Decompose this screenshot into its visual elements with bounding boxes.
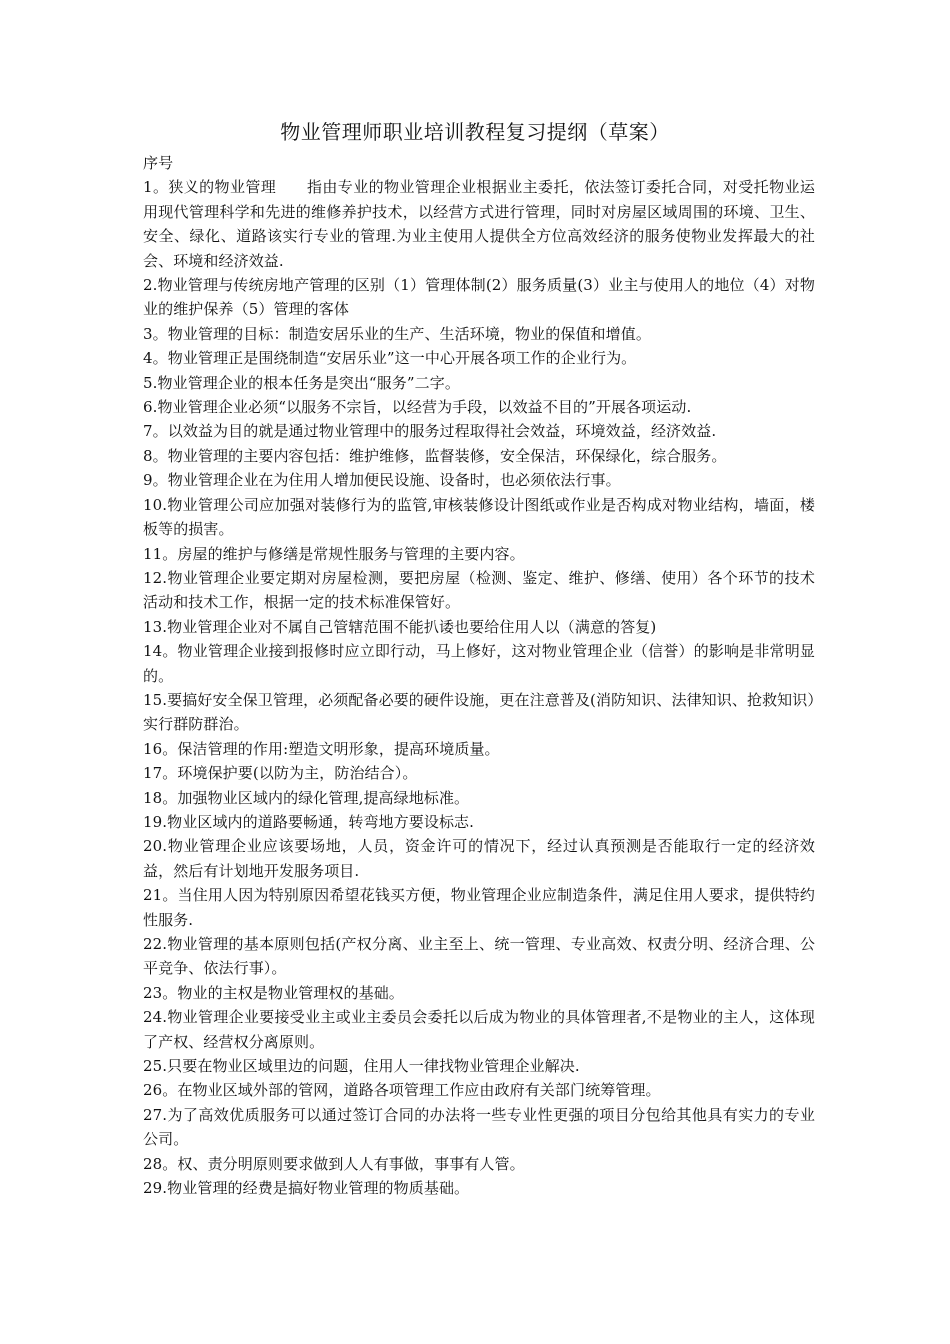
list-item: 26。在物业区域外部的管网，道路各项管理工作应由政府有关部门统筹管理。: [143, 1081, 661, 1100]
list-item: 18。加强物业区域内的绿化管理,提高绿地标准。: [143, 788, 470, 807]
list-item: 12.物业管理企业要定期对房屋检测，要把房屋（检测、鉴定、维护、修缮、使用）各个环节的技术活动和技术工作，根据一定的技术标准保管好。: [143, 568, 815, 612]
list-item: 7。以效益为目的就是通过物业管理中的服务过程取得社会效益，环境效益，经济效益.: [143, 422, 717, 441]
document-body: [143, 151, 815, 1200]
list-item: 22.物业管理的基本原则包括(产权分离、业主至上、统一管理、专业高效、权责分明、经济合理、公平竞争、依法行事）。: [143, 935, 815, 978]
list-item: 27.为了高效优质服务可以通过签订合同的办法将一些专业性更强的项目分包给其他具有实力的专业公司。: [143, 1105, 815, 1149]
list-item: 29.物业管理的经费是搞好物业管理的物质基础。: [143, 1179, 470, 1198]
list-item: 9。物业管理企业在为住用人增加便民设施、设备时，也必须依法行事。: [143, 471, 621, 490]
list-item: 25.只要在物业区域里边的问题，住用人一律找物业管理企业解决.: [143, 1057, 580, 1076]
list-item: 6.物业管理企业必须“以服务不宗旨，以经营为手段，以效益不目的”开展各项运动.: [143, 398, 692, 417]
list-item: 15.要搞好安全保卫管理，必须配备必要的硬件设施，更在注意普及(消防知识、法律知识、抢救知识）实行群防群治。: [143, 690, 815, 734]
list-item: 20.物业管理企业应该要场地，人员，资金许可的情况下，经过认真预测是否能取行一定的经济效益，然后有计划地开发服务项目.: [143, 837, 815, 880]
list-item: 28。权、责分明原则要求做到人人有事做，事事有人管。: [143, 1154, 525, 1173]
document-title: 物业管理师职业培训教程复习提纲（草案）: [280, 120, 670, 144]
list-item: 10.物业管理公司应加强对装修行为的监管,审核装修设计图纸或作业是否构成对物业结构，墙面，楼板等的损害。: [143, 495, 815, 539]
list-item: 8。物业管理的主要内容包括：维护维修，监督装修，安全保洁，环保绿化，综合服务。: [143, 446, 727, 465]
list-item: 21。当住用人因为特别原因希望花钱买方便，物业管理企业应制造条件，满足住用人要求，提供特约性服务.: [143, 886, 815, 929]
list-item: 11。房屋的维护与修缮是常规性服务与管理的主要内容。: [143, 544, 525, 563]
list-item: 3。物业管理的目标：制造安居乐业的生产、生活环境，物业的保值和增值。: [143, 324, 651, 343]
list-item: 5.物业管理企业的根本任务是突出“服务”二字。: [143, 373, 460, 392]
list-item: 4。物业管理正是围绕制造“安居乐业”这一中心开展各项工作的企业行为。: [143, 349, 637, 368]
list-item: 2.物业管理与传统房地产管理的区别（1）管理体制(2）服务质量(3）业主与使用人的地位（4）对物业的维护保养（5）管理的客体: [143, 276, 815, 319]
header-label: 序号: [143, 154, 174, 172]
list-item: 14。物业管理企业接到报修时应立即行动，马上修好，这对物业管理企业（信誉）的影响是非常明显的。: [143, 642, 815, 685]
list-item: 13.物业管理企业对不属自己管辖范围不能扒诿也要给住用人以（满意的答复): [143, 617, 657, 636]
list-item: 19.物业区域内的道路要畅通，转弯地方要设标志.: [143, 812, 475, 831]
list-item: 23。物业的主权是物业管理权的基础。: [143, 983, 404, 1002]
list-item: 16。保洁管理的作用:塑造文明形象，提高环境质量。: [143, 739, 500, 758]
list-item: 24.物业管理企业要接受业主或业主委员会委托以后成为物业的具体管理者,不是物业的主人，这体现了产权、经营权分离原则。: [143, 1008, 815, 1051]
list-item: 17。环境保护要(以防为主，防治结合）。: [143, 764, 418, 783]
list-item: 1。狭义的物业管理 指由专业的物业管理企业根据业主委托，依法签订委托合同，对受托物业运用现代管理科学和先进的维修养护技术，以经营方式进行管理，同时对房屋区域周围的环境、卫生、安全、绿化、道路该实行专业的管理.为业主使用人提供全方位高效经济的服务使物业发挥最大的社会、环境和经济效益.: [143, 178, 815, 270]
